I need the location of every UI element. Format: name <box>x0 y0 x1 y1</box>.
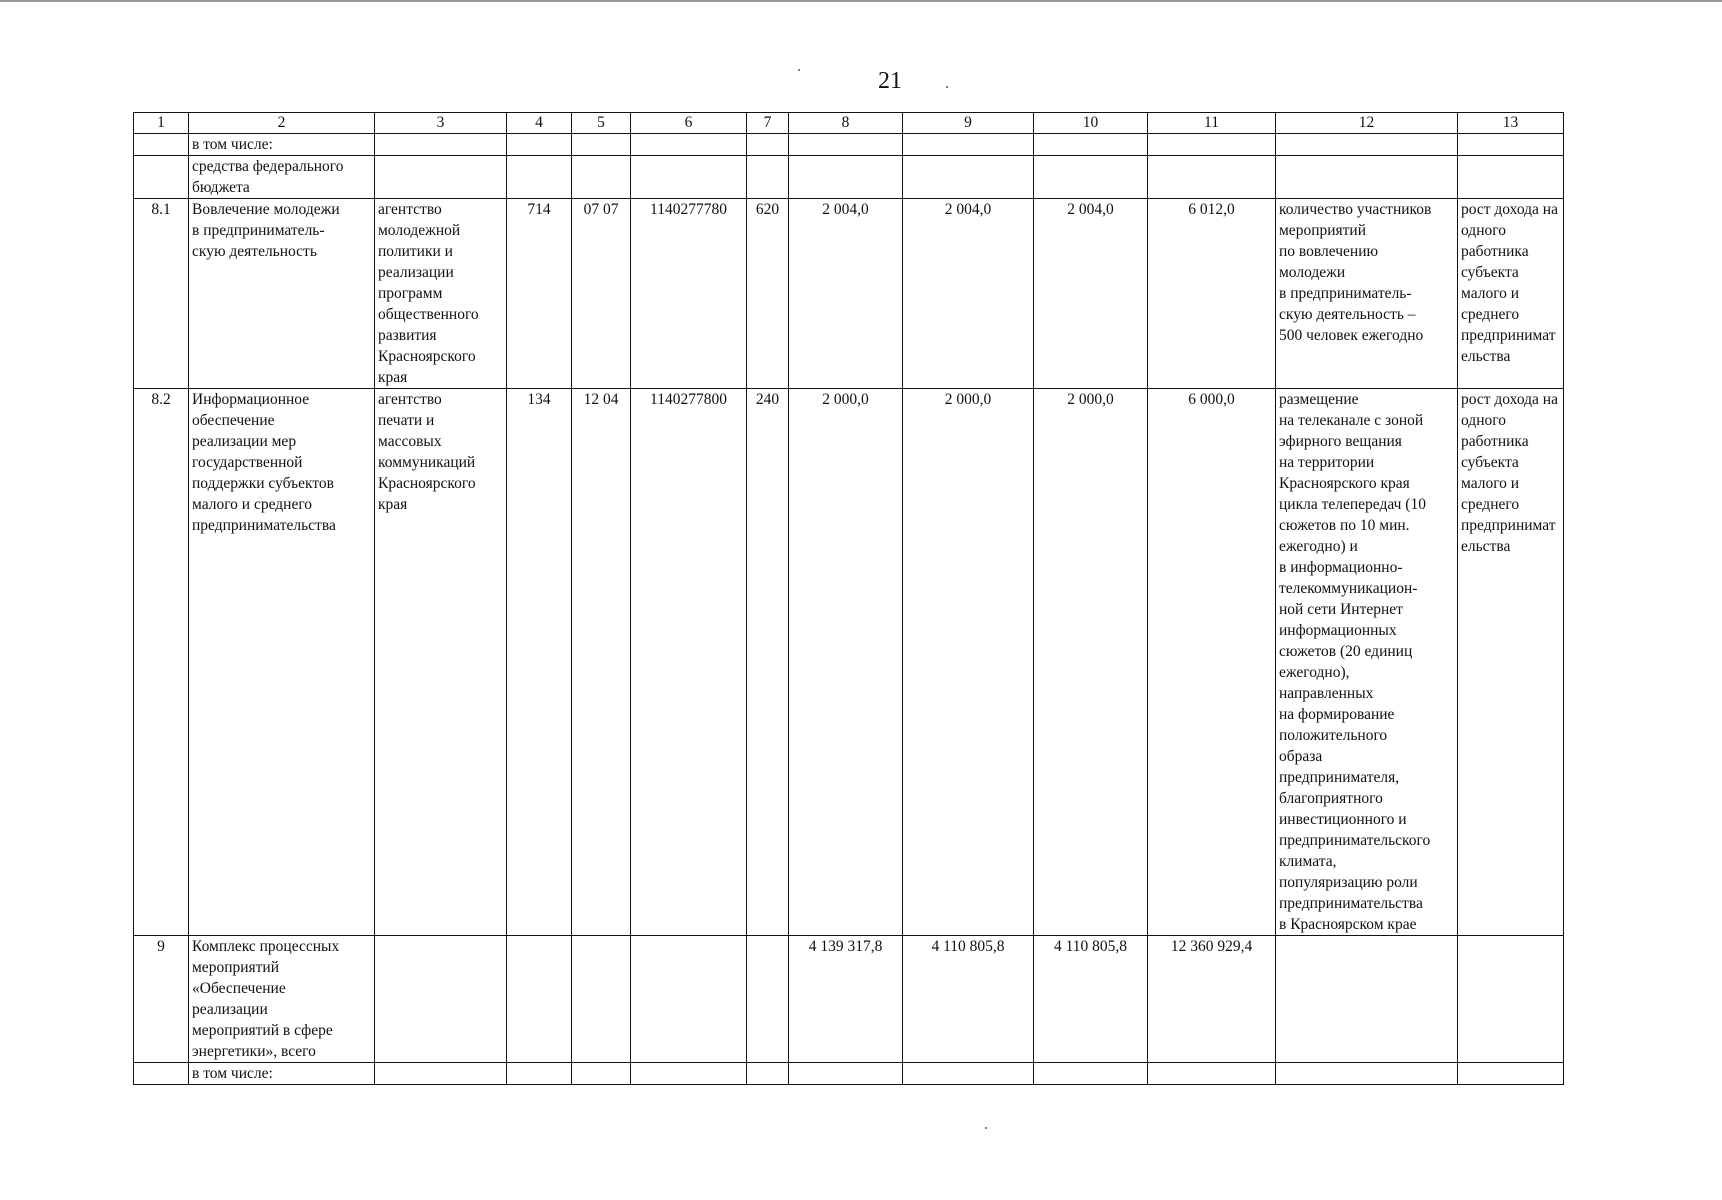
code-cell <box>747 156 789 199</box>
code-cell: 07 07 <box>572 199 631 389</box>
amount-cell: 6 012,0 <box>1148 199 1276 389</box>
amount-cell <box>903 1063 1034 1085</box>
code-cell <box>747 1063 789 1085</box>
page-number: 21 <box>878 68 902 94</box>
code-cell: 134 <box>507 389 572 936</box>
item-name-cell: Информационное обеспечение реализации мер государственной поддержки субъектов малого и среднего предпринимательства <box>189 389 375 936</box>
executor-cell <box>375 1063 507 1085</box>
row-number-cell: 9 <box>134 936 189 1063</box>
amount-cell <box>1034 1063 1148 1085</box>
amount-cell: 4 110 805,8 <box>1034 936 1148 1063</box>
item-name-cell: Вовлечение молодежи в предприниматель- скую деятельность <box>189 199 375 389</box>
amount-cell <box>1148 134 1276 156</box>
result-cell: количество участников мероприятий по вовлечению молодежи в предприниматель- скую деятельность – 500 человек ежегодно <box>1276 199 1458 389</box>
amount-cell <box>1148 156 1276 199</box>
item-name-cell: Комплекс процессных мероприятий «Обеспечение реализации мероприятий в сфере энергетики», всего <box>189 936 375 1063</box>
amount-cell: 2 004,0 <box>903 199 1034 389</box>
header-cell: 1 <box>134 113 189 134</box>
code-cell: 620 <box>747 199 789 389</box>
table-row <box>134 936 1564 1063</box>
header-cell: 9 <box>903 113 1034 134</box>
amount-cell: 12 360 929,4 <box>1148 936 1276 1063</box>
amount-cell: 2 004,0 <box>789 199 903 389</box>
row-number-cell <box>134 134 189 156</box>
row-number-cell <box>134 156 189 199</box>
amount-cell <box>789 1063 903 1085</box>
amount-cell: 6 000,0 <box>1148 389 1276 936</box>
header-cell: 3 <box>375 113 507 134</box>
amount-cell: 2 000,0 <box>903 389 1034 936</box>
code-cell <box>572 936 631 1063</box>
result-cell: размещение на телеканале с зоной эфирного вещания на территории Красноярского края цикла телепередач (10 сюжетов по 10 мин. ежегодно) и в информационно- телекоммуникацион- ной сети Интернет информационных сюжетов (20 единиц ежегодно), направленных на формирование положительного образа предпринимателя, благоприятного инвестиционного и предпринимательского климата, популяризацию роли предпринимательства в Красноярском крае <box>1276 389 1458 936</box>
scan-speck <box>946 86 948 88</box>
code-cell <box>572 1063 631 1085</box>
header-cell: 2 <box>189 113 375 134</box>
amount-cell <box>789 156 903 199</box>
amount-cell: 2 004,0 <box>1034 199 1148 389</box>
table-row <box>134 199 1564 389</box>
table-row <box>134 1063 1564 1085</box>
result-cell <box>1276 936 1458 1063</box>
item-name-cell: средства федерального бюджета <box>189 156 375 199</box>
code-cell <box>507 1063 572 1085</box>
goal-cell: рост дохода на одного работника субъекта малого и среднего предпринимательства <box>1458 199 1564 389</box>
amount-cell: 2 000,0 <box>789 389 903 936</box>
executor-cell <box>375 134 507 156</box>
amount-cell <box>789 134 903 156</box>
code-cell <box>631 936 747 1063</box>
goal-cell <box>1458 1063 1564 1085</box>
result-cell <box>1276 134 1458 156</box>
item-name-cell: в том числе: <box>189 134 375 156</box>
scan-speck <box>985 1127 987 1129</box>
table-row <box>134 156 1564 199</box>
code-cell: 1140277780 <box>631 199 747 389</box>
code-cell <box>747 936 789 1063</box>
code-cell <box>631 134 747 156</box>
code-cell <box>572 156 631 199</box>
amount-cell: 2 000,0 <box>1034 389 1148 936</box>
code-cell: 12 04 <box>572 389 631 936</box>
header-cell: 5 <box>572 113 631 134</box>
amount-cell: 4 139 317,8 <box>789 936 903 1063</box>
amount-cell <box>1148 1063 1276 1085</box>
table-row <box>134 389 1564 936</box>
amount-cell <box>1034 134 1148 156</box>
header-cell: 12 <box>1276 113 1458 134</box>
executor-cell <box>375 936 507 1063</box>
result-cell <box>1276 1063 1458 1085</box>
table-header-row <box>134 113 1564 134</box>
row-number-cell: 8.1 <box>134 199 189 389</box>
amount-cell <box>903 134 1034 156</box>
code-cell: 240 <box>747 389 789 936</box>
item-name-cell: в том числе: <box>189 1063 375 1085</box>
table-row <box>134 134 1564 156</box>
header-cell: 6 <box>631 113 747 134</box>
scan-speck <box>798 69 800 71</box>
row-number-cell: 8.2 <box>134 389 189 936</box>
header-cell: 13 <box>1458 113 1564 134</box>
header-cell: 8 <box>789 113 903 134</box>
code-cell <box>631 156 747 199</box>
code-cell <box>507 134 572 156</box>
code-cell <box>507 156 572 199</box>
scan-top-edge <box>0 0 1722 2</box>
code-cell <box>747 134 789 156</box>
amount-cell <box>903 156 1034 199</box>
amount-cell: 4 110 805,8 <box>903 936 1034 1063</box>
code-cell <box>631 1063 747 1085</box>
goal-cell <box>1458 134 1564 156</box>
code-cell <box>572 134 631 156</box>
header-cell: 10 <box>1034 113 1148 134</box>
executor-cell: агентство печати и массовых коммуникаций Красноярского края <box>375 389 507 936</box>
executor-cell <box>375 156 507 199</box>
code-cell: 1140277800 <box>631 389 747 936</box>
header-cell: 4 <box>507 113 572 134</box>
row-number-cell <box>134 1063 189 1085</box>
amount-cell <box>1034 156 1148 199</box>
header-cell: 7 <box>747 113 789 134</box>
header-cell: 11 <box>1148 113 1276 134</box>
code-cell <box>507 936 572 1063</box>
goal-cell <box>1458 156 1564 199</box>
goal-cell <box>1458 936 1564 1063</box>
executor-cell: агентство молодежной политики и реализации программ общественного развития Красноярского края <box>375 199 507 389</box>
code-cell: 714 <box>507 199 572 389</box>
budget-table <box>133 112 1564 1085</box>
result-cell <box>1276 156 1458 199</box>
goal-cell: рост дохода на одного работника субъекта малого и среднего предпринимательства <box>1458 389 1564 936</box>
